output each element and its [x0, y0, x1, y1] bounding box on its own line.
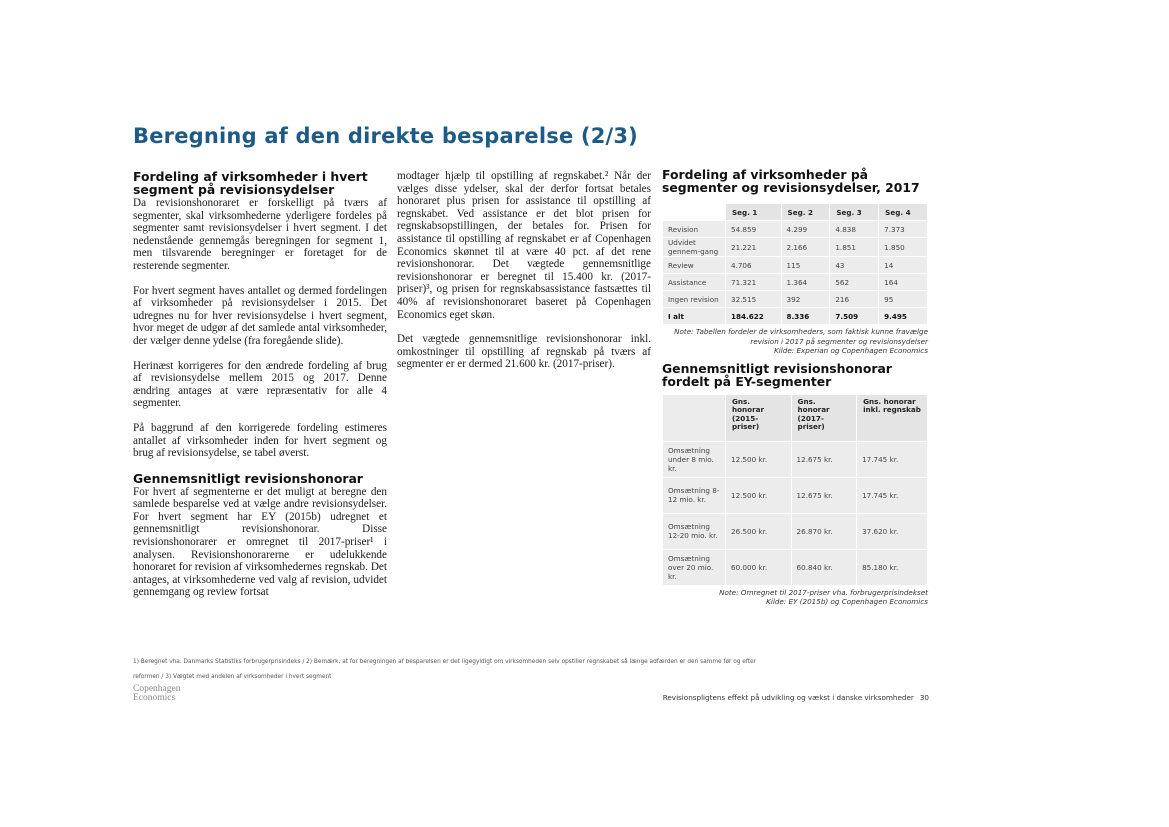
- table-cell: 4.838: [830, 221, 879, 238]
- table-cell: 95: [879, 291, 928, 308]
- column-header: Seg. 4: [879, 204, 928, 221]
- footer-title: Revisionspligtens effekt på udvikling og vækst i danske virksomheder: [662, 693, 914, 702]
- table-cell: 14: [879, 257, 928, 274]
- table-row: [663, 274, 928, 291]
- logo-line: Copenhagen: [133, 684, 181, 694]
- row-label: Omsætning under 8 mio. kr.: [663, 441, 726, 477]
- column-header: Seg. 3: [830, 204, 879, 221]
- table-cell: 26.500 kr.: [726, 513, 792, 549]
- column-header: Gns. honorar inkl. regnskab: [857, 394, 928, 441]
- table-cell: 4.706: [726, 257, 782, 274]
- table-cell: 12.675 kr.: [791, 441, 857, 477]
- left-column: [133, 170, 387, 611]
- note-text: Note: Tabellen fordeler de virksomheders, som faktisk kunne fravælge revision i 2017 på segmenter og revisionsydelser: [674, 327, 928, 346]
- paragraph: For hvert segment haves antallet og dermed fordelingen af virksomheder på revisionsydelser i 2015. Det udregnes nu for hver revisionsydelse i hvert segment, hvor meget de udgør af det samlede antal virksomheder, der vælger denne ydelse (fra foregående slide).: [133, 284, 387, 347]
- table-row: [663, 291, 928, 308]
- table-cell: 1.364: [781, 274, 830, 291]
- table-cell: 37.620 kr.: [857, 513, 928, 549]
- average-fee-table: [662, 394, 928, 586]
- page-number: 30: [919, 693, 929, 702]
- table-cell: 9.495: [879, 308, 928, 325]
- paragraph: modtager hjælp til opstilling af regnskabet.² Når der vælges disse ydelser, skal der derfor fortsat betales honoraret plus prisen for assistance til opstilling af regnskabet. Ved assistance er det blot prisen for regnskabsopstillingen, der betales for. Prisen for assistance til opstilling af regnskabet er af Copenhagen Economics skønnet til at være 40 pct. af det rene revisionshonorar. Det vægtede gennemsnitlige revisionshonorar er beregnet til 15.400 kr. (2017-priser)³, og prisen for regnskabsassistance fastsættes til 40% af revisionshonoraret baseret på Copenhagen Economics eget skøn.: [397, 170, 651, 321]
- table-cell: 60.840 kr.: [791, 549, 857, 585]
- paragraph: På baggrund af den korrigerede fordeling estimeres antallet af virksomheder inden for hvert segment og brug af revisionsydelse, se tabel øverst.: [133, 421, 387, 460]
- paragraph: For hvert af segmenterne er det muligt at beregne den samlede besparelse ved at vælge andre revisionsydelser. For hvert segment har EY (2015b) udregnet et gennemsnitligt revisionshonorar. Disse revisionshonorarer er omregnet til 2017-priser¹ i analysen. Revisionshonorarerne er udelukkende honoraret for revision af virksomhedernes regnskab. Det antages, at virksomhederne ved valg af revision, udvidet gennemgang og review fortsat: [133, 485, 387, 599]
- table-cell: 17.745 kr.: [857, 441, 928, 477]
- column-header: Gns. honorar (2017-priser): [791, 394, 857, 441]
- row-label: Omsætning 8-12 mio. kr.: [663, 477, 726, 513]
- table-cell: 21.221: [726, 238, 782, 257]
- table-row: [663, 441, 928, 477]
- table-cell: 164: [879, 274, 928, 291]
- table-cell: 115: [781, 257, 830, 274]
- row-label: Review: [663, 257, 726, 274]
- note-text: Note: Omregnet til 2017-priser vha. forbrugerprisindekset: [719, 587, 928, 597]
- table-cell: 1.851: [830, 238, 879, 257]
- row-label: I alt: [663, 308, 726, 325]
- logo-line: Economics: [133, 693, 176, 703]
- table-cell: 7.373: [879, 221, 928, 238]
- table-corner: [663, 204, 726, 221]
- source-text: Kilde: Experian og Copenhagen Economics: [774, 346, 928, 355]
- table-cell: 8.336: [781, 308, 830, 325]
- table-cell: 17.745 kr.: [857, 477, 928, 513]
- table-cell: 85.180 kr.: [857, 549, 928, 585]
- right-column: [662, 168, 928, 607]
- company-logo: [133, 685, 181, 703]
- row-label: Omsætning over 20 mio. kr.: [663, 549, 726, 585]
- table-cell: 12.500 kr.: [726, 441, 792, 477]
- segment-distribution-table: [662, 203, 928, 325]
- row-label: Revision: [663, 221, 726, 238]
- table-cell: 12.675 kr.: [791, 477, 857, 513]
- page-footer: [663, 693, 929, 702]
- table-cell: 216: [830, 291, 879, 308]
- table-header-row: [663, 204, 928, 221]
- table-cell: 184.622: [726, 308, 782, 325]
- table-row: [663, 477, 928, 513]
- footnotes: [133, 655, 933, 685]
- table-cell: 54.859: [726, 221, 782, 238]
- table-row: [663, 513, 928, 549]
- row-label: Ingen revision: [663, 291, 726, 308]
- table1-heading: Fordeling af virksomheder på segmenter og revisionsydelser, 2017: [662, 167, 920, 195]
- paragraph: Da revisionshonoraret er forskelligt på tværs af segmenter, skal virksomhederne yderligere fordeles på segmenter samt revisionsydelser i hvert segment. I det nedenstående gennemgås beregningen for segment 1, men tilsvarende beregninger er foretaget for de resterende segmenter.: [133, 197, 387, 272]
- table-header-row: [663, 394, 928, 441]
- table-row: [663, 257, 928, 274]
- footnote-line: reformen / 3) Vægtet med andelen af virksomheder i hvert segment: [133, 674, 332, 680]
- table-cell: 12.500 kr.: [726, 477, 792, 513]
- source-text: Kilde: EY (2015b) og Copenhagen Economics: [766, 597, 928, 606]
- row-label: Udvidet gennem-gang: [663, 238, 726, 257]
- footnote-line: 1) Beregnet vha. Danmarks Statistiks forbrugerprisindeks / 2) Bemærk, at for beregningen af besparelsen er det ligegyldigt om virksomheden selv opstiller regnskabet så længe adfærden er den samme før og efter: [133, 659, 757, 665]
- table-cell: 32.515: [726, 291, 782, 308]
- table-cell: 26.870 kr.: [791, 513, 857, 549]
- row-label: Assistance: [663, 274, 726, 291]
- middle-column: [397, 170, 651, 383]
- table-cell: 4.299: [781, 221, 830, 238]
- table2-note: [662, 588, 928, 607]
- column-header: Gns. honorar (2015-priser): [726, 394, 792, 441]
- table2-heading: Gennemsnitligt revisionshonorar fordelt på EY-segmenter: [662, 360, 892, 389]
- table-cell: 2.166: [781, 238, 830, 257]
- column-header: Seg. 2: [781, 204, 830, 221]
- table-cell: 1.850: [879, 238, 928, 257]
- table-cell: 71.321: [726, 274, 782, 291]
- table-cell: 392: [781, 291, 830, 308]
- table1-note: [662, 327, 928, 356]
- page-title: Beregning af den direkte besparelse (2/3): [133, 124, 638, 148]
- table-row: [663, 238, 928, 257]
- paragraph: Det vægtede gennemsnitlige revisionshonorar inkl. omkostninger til opstilling af regnskab på tværs af segmenter er er dermed 21.600 kr. (2017-priser).: [397, 333, 651, 371]
- table-total-row: [663, 308, 928, 325]
- paragraph: Herinæst korrigeres for den ændrede fordeling af brug af revisionsydelse mellem 2015 og 2017. Denne ændring antages at være repræsentativ for alle 4 segmenter.: [133, 359, 387, 410]
- table-row: [663, 221, 928, 238]
- table-corner: [663, 394, 726, 441]
- section-heading-distribution: Fordeling af virksomheder i hvert segment på revisionsydelser: [133, 169, 368, 197]
- table-cell: 562: [830, 274, 879, 291]
- table-cell: 43: [830, 257, 879, 274]
- table-cell: 7.509: [830, 308, 879, 325]
- section-heading-average-fee: Gennemsnitligt revisionshonorar: [133, 470, 363, 486]
- table-cell: 60.000 kr.: [726, 549, 792, 585]
- row-label: Omsætning 12-20 mio. kr.: [663, 513, 726, 549]
- column-header: Seg. 1: [726, 204, 782, 221]
- table-row: [663, 549, 928, 585]
